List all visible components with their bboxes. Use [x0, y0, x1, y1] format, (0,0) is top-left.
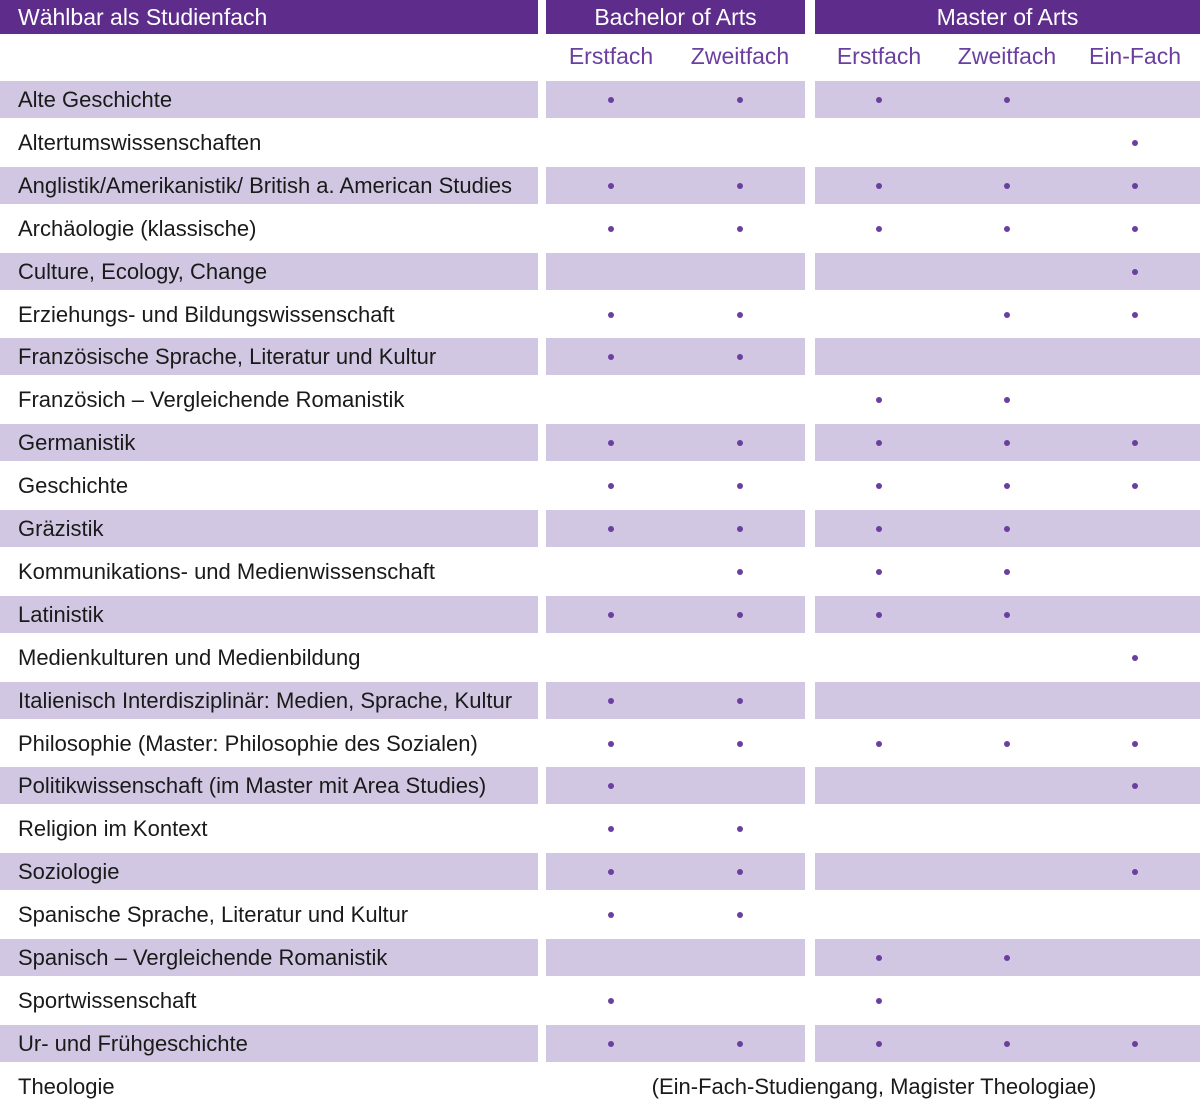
header-label: Wählbar als Studienfach	[0, 0, 538, 34]
row-label: Religion im Kontext	[18, 816, 208, 842]
table-row	[0, 767, 1200, 804]
row-band	[546, 81, 805, 118]
row-band	[815, 767, 1200, 804]
bullet-icon	[876, 183, 882, 189]
subheader-ba-erstfach: Erstfach	[568, 43, 654, 69]
subheader-ma-erstfach: Erstfach	[836, 43, 922, 69]
subheader-ba-zweitfach: Zweitfach	[690, 43, 790, 69]
row-band	[546, 253, 805, 290]
bullet-icon	[1132, 483, 1138, 489]
bullet-icon	[876, 1041, 882, 1047]
table-row	[0, 1025, 1200, 1062]
bullet-icon	[608, 698, 614, 704]
bullet-icon	[1132, 869, 1138, 875]
bullet-icon	[608, 1041, 614, 1047]
row-label: Spanisch – Vergleichende Romanistik	[18, 945, 388, 970]
bullet-icon	[1132, 183, 1138, 189]
table-row	[0, 253, 1200, 290]
bullet-icon	[1132, 655, 1138, 661]
bullet-icon	[737, 312, 743, 318]
table-row	[0, 596, 1200, 633]
bullet-icon	[737, 440, 743, 446]
subheader-ma-zweitfach: Zweitfach	[957, 43, 1057, 69]
bullet-icon	[737, 1041, 743, 1047]
bullet-icon	[1004, 397, 1010, 403]
bullet-icon	[876, 397, 882, 403]
table-row	[0, 939, 1200, 976]
bullet-icon	[876, 569, 882, 575]
row-label: Culture, Ecology, Change	[18, 258, 268, 284]
bullet-icon	[608, 912, 614, 918]
footer-subject: Theologie	[18, 1074, 115, 1099]
row-band	[546, 853, 805, 890]
bullet-icon	[737, 912, 743, 918]
bullet-icon	[1132, 741, 1138, 747]
row-label: Medienkulturen und Medienbildung	[18, 644, 361, 670]
bullet-icon	[876, 741, 882, 747]
bullet-icon	[1132, 440, 1138, 446]
bullet-icon	[1132, 783, 1138, 789]
row-label: Latinistik	[18, 601, 104, 627]
bullet-icon	[737, 226, 743, 232]
table-row	[0, 853, 1200, 890]
table-row	[0, 81, 1200, 118]
bullet-icon	[1132, 226, 1138, 232]
row-label: Kommunikations- und Medienwissenschaft	[18, 558, 435, 584]
row-label: Alte Geschichte	[18, 87, 173, 112]
row-label: Erziehungs- und Bildungswissenschaft	[18, 301, 395, 327]
bullet-icon	[737, 826, 743, 832]
bullet-icon	[1004, 183, 1010, 189]
bullet-icon	[737, 526, 743, 532]
bullet-icon	[608, 526, 614, 532]
bullet-icon	[608, 483, 614, 489]
bullet-icon	[1132, 269, 1138, 275]
row-label: Ur- und Frühgeschichte	[18, 1030, 248, 1056]
bullet-icon	[608, 354, 614, 360]
bullet-icon	[876, 483, 882, 489]
bullet-icon	[876, 440, 882, 446]
bullet-icon	[737, 354, 743, 360]
table-row	[0, 896, 1200, 933]
bullet-icon	[1004, 955, 1010, 961]
row-band	[546, 167, 805, 204]
table-row	[0, 124, 1200, 161]
bullet-icon	[608, 612, 614, 618]
bullet-icon	[737, 569, 743, 575]
row-band	[546, 767, 805, 804]
table-row	[0, 210, 1200, 247]
bullet-icon	[608, 826, 614, 832]
table-row	[0, 381, 1200, 418]
table-row	[0, 553, 1200, 590]
table-row	[0, 682, 1200, 719]
bullet-icon	[876, 612, 882, 618]
row-band	[546, 338, 805, 375]
table-row	[0, 296, 1200, 333]
bullet-icon	[876, 998, 882, 1004]
bullet-icon	[1004, 97, 1010, 103]
footer-note: (Ein-Fach-Studiengang, Magister Theologiae)	[651, 1074, 1097, 1099]
table-row	[0, 639, 1200, 676]
bullet-icon	[608, 312, 614, 318]
row-label: Anglistik/Amerikanistik/ British a. American Studies	[18, 172, 512, 198]
row-label: Archäologie (klassische)	[18, 215, 257, 241]
bullet-icon	[608, 741, 614, 747]
bullet-icon	[737, 483, 743, 489]
table-row	[0, 424, 1200, 461]
bullet-icon	[1004, 226, 1010, 232]
table-row	[0, 467, 1200, 504]
row-label: Französische Sprache, Literatur und Kultur	[18, 344, 437, 370]
bullet-icon	[737, 183, 743, 189]
table-row	[0, 810, 1200, 847]
bullet-icon	[608, 998, 614, 1004]
row-label: Gräzistik	[18, 516, 104, 541]
bullet-icon	[1004, 312, 1010, 318]
row-band	[546, 424, 805, 461]
row-band	[546, 939, 805, 976]
bullet-icon	[876, 526, 882, 532]
row-band	[546, 510, 805, 547]
row-band	[815, 682, 1200, 719]
header-bachelor: Bachelor of Arts	[546, 0, 805, 34]
bullet-icon	[1004, 612, 1010, 618]
row-band	[815, 338, 1200, 375]
row-label: Italienisch Interdisziplinär: Medien, Sprache, Kultur	[18, 687, 513, 713]
bullet-icon	[608, 440, 614, 446]
row-label: Philosophie (Master: Philosophie des Sozialen)	[18, 730, 478, 756]
bullet-icon	[1004, 1041, 1010, 1047]
bullet-icon	[1004, 440, 1010, 446]
bullet-icon	[1132, 312, 1138, 318]
row-label: Geschichte	[18, 473, 129, 499]
table-row	[0, 982, 1200, 1019]
table-row	[0, 167, 1200, 204]
row-band	[546, 1025, 805, 1062]
bullet-icon	[737, 97, 743, 103]
bullet-icon	[608, 226, 614, 232]
bullet-icon	[608, 869, 614, 875]
bullet-icon	[1132, 140, 1138, 146]
row-band	[815, 253, 1200, 290]
bullet-icon	[737, 741, 743, 747]
row-label: Französich – Vergleichende Romanistik	[18, 387, 405, 413]
bullet-icon	[1004, 483, 1010, 489]
table-row	[0, 338, 1200, 375]
row-band	[546, 596, 805, 633]
bullet-icon	[608, 783, 614, 789]
bullet-icon	[1004, 741, 1010, 747]
bullet-icon	[1004, 526, 1010, 532]
bullet-icon	[737, 869, 743, 875]
row-label: Sportwissenschaft	[18, 987, 197, 1013]
bullet-icon	[1132, 1041, 1138, 1047]
bullet-icon	[608, 97, 614, 103]
row-label: Altertumswissenschaften	[18, 129, 262, 155]
subheader-ma-einfach: Ein-Fach	[1088, 43, 1182, 69]
header-master: Master of Arts	[815, 0, 1200, 34]
bullet-icon	[876, 226, 882, 232]
bullet-icon	[876, 97, 882, 103]
row-label: Politikwissenschaft (im Master mit Area Studies)	[18, 773, 487, 799]
bullet-icon	[737, 612, 743, 618]
bullet-icon	[608, 183, 614, 189]
table-row	[0, 725, 1200, 762]
row-band	[546, 682, 805, 719]
row-label: Germanistik	[18, 430, 136, 456]
row-label: Spanische Sprache, Literatur und Kultur	[18, 902, 409, 928]
row-band	[815, 853, 1200, 890]
row-label: Soziologie	[18, 859, 120, 885]
bullet-icon	[1004, 569, 1010, 575]
bullet-icon	[737, 698, 743, 704]
bullet-icon	[876, 955, 882, 961]
table-row	[0, 510, 1200, 547]
